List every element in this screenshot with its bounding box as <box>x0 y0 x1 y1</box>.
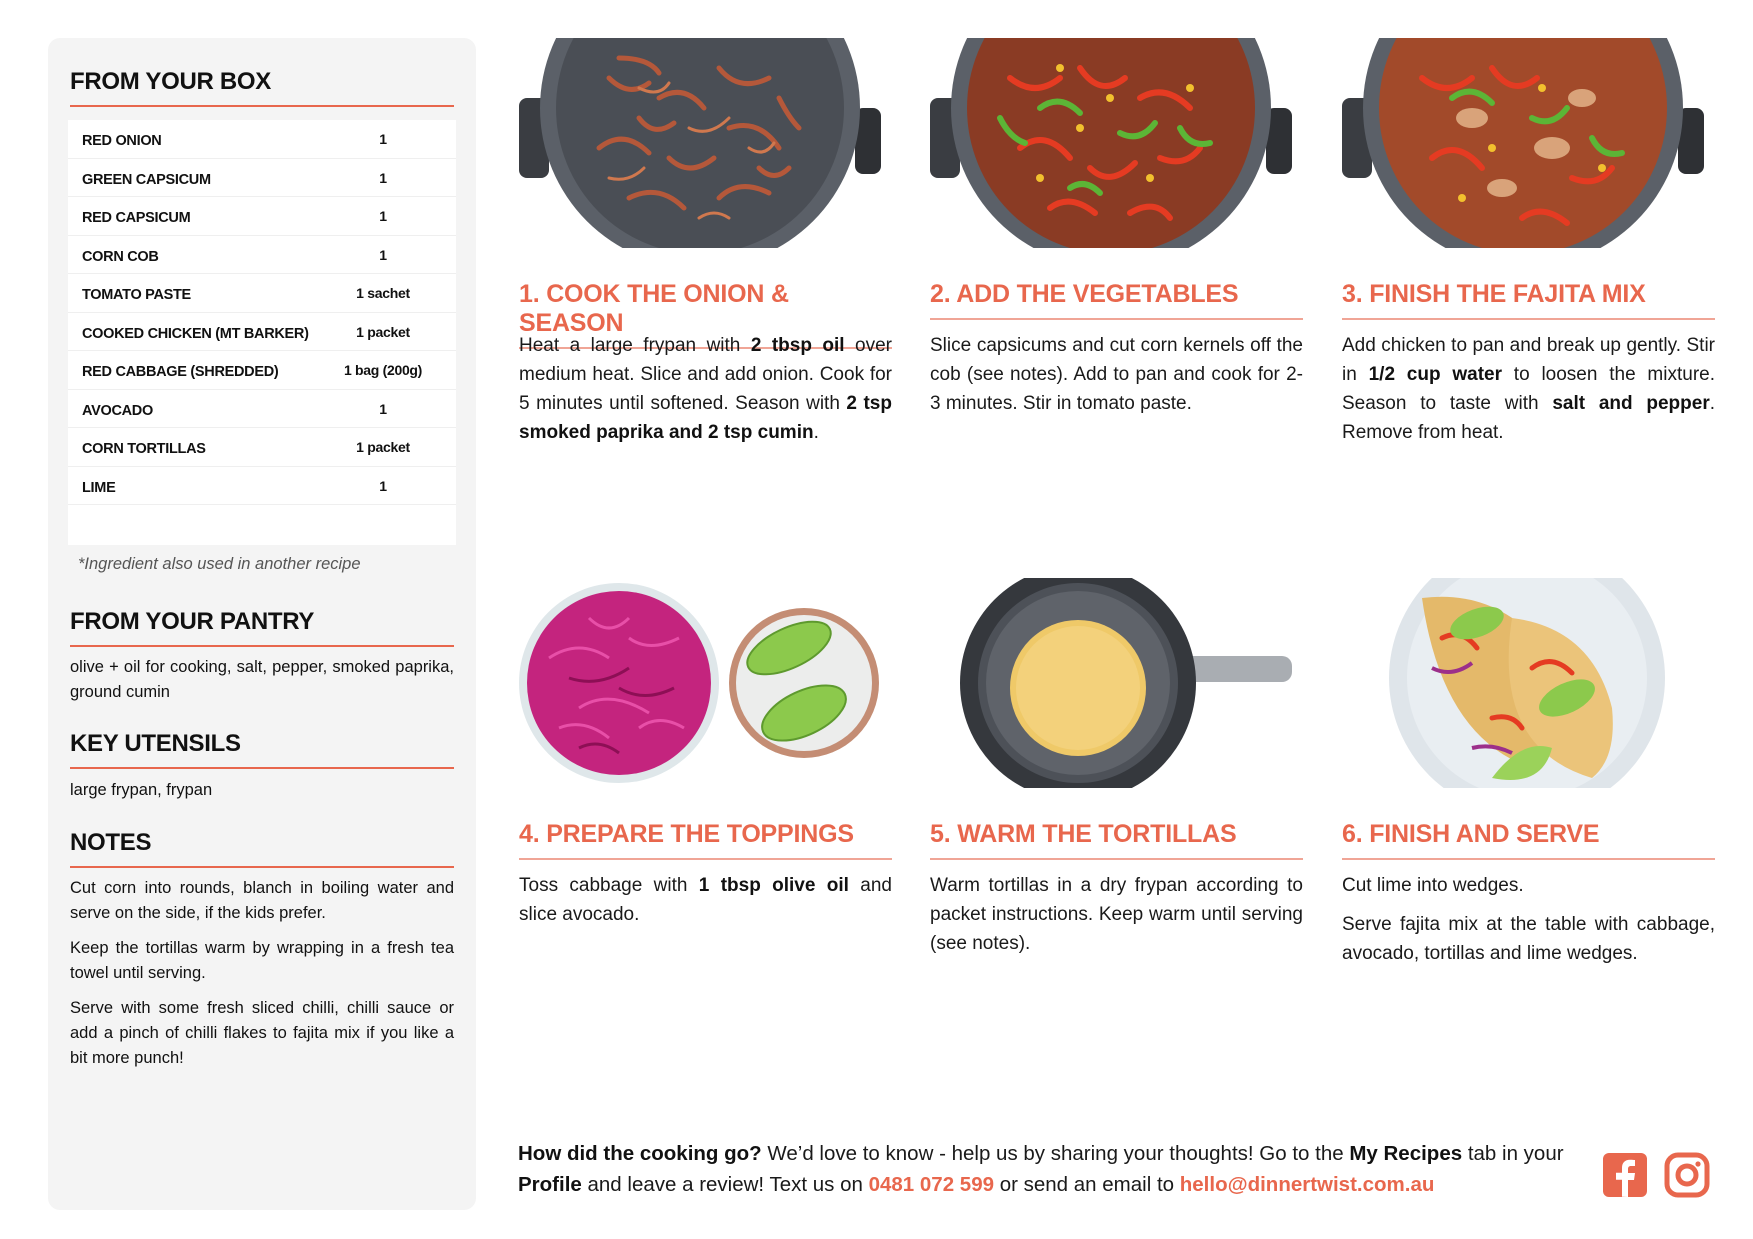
ingredient-row <box>68 351 456 390</box>
ingredient-qty: 1 <box>379 169 387 186</box>
ingredient-qty: 1 <box>379 246 387 263</box>
step-title: 4. PREPARE THE TOPPINGS <box>519 820 892 860</box>
step-title: 5. WARM THE TORTILLAS <box>930 820 1303 860</box>
ingredient-row <box>68 313 456 352</box>
ingredient-row <box>68 390 456 429</box>
utensils-text: large frypan, frypan <box>70 781 213 799</box>
ingredient-name: CORN COB <box>82 248 159 265</box>
note-item: Keep the tortillas warm by wrapping in a fresh tea towel until serving. <box>70 939 454 982</box>
ingredient-row <box>68 428 456 467</box>
step-4 <box>519 578 892 998</box>
ingredient-name: CORN TORTILLAS <box>82 441 206 457</box>
utensils-heading: KEY UTENSILS <box>70 730 454 769</box>
tortilla-frypan-photo <box>930 578 1292 788</box>
instagram-icon[interactable] <box>1664 1152 1710 1198</box>
ingredient-qty: 1 <box>379 208 387 224</box>
step-body <box>930 871 1303 968</box>
step-title: 1. COOK THE ONION & SEASON <box>519 280 892 349</box>
pantry-text: olive + oil for cooking, salt, pepper, smoked paprika, ground cumin <box>70 658 454 701</box>
box-heading: FROM YOUR BOX <box>70 68 454 107</box>
ingredient-row <box>68 197 456 236</box>
feedback-question: How did the cooking go? <box>518 1142 762 1165</box>
ingredient-name: RED CABBAGE (SHREDDED) <box>82 364 279 380</box>
step-paragraph: Cut lime into wedges. <box>1342 875 1524 896</box>
step-body <box>930 331 1303 428</box>
step-title: 6. FINISH AND SERVE <box>1342 820 1715 860</box>
ingredient-qty: 1 bag (200g) <box>343 362 423 378</box>
ingredient-name: TOMATO PASTE <box>82 287 191 303</box>
step-paragraph: Toss cabbage with 1 tbsp olive oil and slice avocado. <box>519 875 892 925</box>
ingredient-qty: 1 <box>379 400 387 417</box>
ingredient-qty: 1 packet <box>356 323 410 340</box>
profile-link[interactable]: Profile <box>518 1173 582 1196</box>
ingredient-name: RED CAPSICUM <box>82 210 191 226</box>
frypan-fajita-photo <box>1342 38 1704 248</box>
ingredient-qty: 1 <box>379 477 387 494</box>
step-paragraph: Heat a large frypan with 2 tbsp oil over medium heat. Slice and add onion. Cook for 5 minutes until softened. Season with 2 tsp smoked paprika and 2 tsp cumin. <box>519 335 892 443</box>
my-recipes-link[interactable]: My Recipes <box>1349 1142 1463 1165</box>
frypan-vegetables-photo <box>930 38 1292 248</box>
ingredient-note: *Ingredient also used in another recipe <box>78 555 361 573</box>
phone-link[interactable]: 0481 072 599 <box>868 1173 994 1196</box>
step-paragraph: Warm tortillas in a dry frypan according to packet instructions. Keep warm until serving (see notes). <box>930 875 1303 954</box>
ingredient-row <box>68 236 456 275</box>
cabbage-avocado-photo <box>519 578 881 788</box>
pantry-heading: FROM YOUR PANTRY <box>70 608 454 647</box>
step-3 <box>1342 38 1715 458</box>
ingredient-row <box>68 120 456 159</box>
notes-list <box>70 876 454 1081</box>
ingredients-table <box>68 120 456 545</box>
notes-heading: NOTES <box>70 829 454 868</box>
ingredient-row <box>68 467 456 506</box>
ingredient-name: LIME <box>82 479 116 496</box>
ingredient-qty: 1 sachet <box>356 285 410 301</box>
step-paragraph: Serve fajita mix at the table with cabbage, avocado, tortillas and lime wedges. <box>1342 914 1715 964</box>
step-2 <box>930 38 1303 458</box>
facebook-icon[interactable] <box>1602 1152 1648 1198</box>
note-item: Cut corn into rounds, blanch in boiling water and serve on the side, if the kids prefer. <box>70 879 454 922</box>
step-paragraph: Add chicken to pan and break up gently. Stir in 1/2 cup water to loosen the mixture. Season to taste with salt and pepper. Remove from heat. <box>1342 335 1715 443</box>
ingredient-name: COOKED CHICKEN (MT BARKER) <box>82 325 309 342</box>
ingredient-row <box>68 274 456 313</box>
step-body <box>1342 871 1715 978</box>
step-body <box>519 331 892 457</box>
step-title: 3. FINISH THE FAJITA MIX <box>1342 280 1715 320</box>
ingredient-qty: 1 packet <box>356 439 410 455</box>
step-6 <box>1342 578 1715 998</box>
frypan-onion-photo <box>519 38 881 248</box>
ingredient-name: GREEN CAPSICUM <box>82 171 211 188</box>
step-body <box>1342 331 1715 457</box>
feedback-footer: How did the cooking go? We’d love to know - help us by sharing your thoughts! Go to the My Recipes tab in your Profile and leave a review! Text us on 0481 072 599 or send an email to hello@dinnertwist.com.au <box>518 1142 1564 1196</box>
ingredients-sidebar <box>48 38 476 1210</box>
step-paragraph: Slice capsicums and cut corn kernels off the cob (see notes). Add to pan and cook for 2-3 minutes. Stir in tomato paste. <box>930 335 1303 414</box>
ingredient-row <box>68 159 456 198</box>
ingredient-name: RED ONION <box>82 133 162 149</box>
ingredient-qty: 1 <box>379 131 387 147</box>
email-link[interactable]: hello@dinnertwist.com.au <box>1179 1173 1435 1196</box>
step-title: 2. ADD THE VEGETABLES <box>930 280 1303 320</box>
tacos-plate-photo <box>1342 578 1704 788</box>
step-1 <box>519 38 892 458</box>
ingredient-name: AVOCADO <box>82 402 153 419</box>
note-item: Serve with some fresh sliced chilli, chilli sauce or add a pinch of chilli flakes to fajita mix if you like a bit more punch! <box>70 999 454 1067</box>
step-body <box>519 871 892 939</box>
step-5 <box>930 578 1303 998</box>
